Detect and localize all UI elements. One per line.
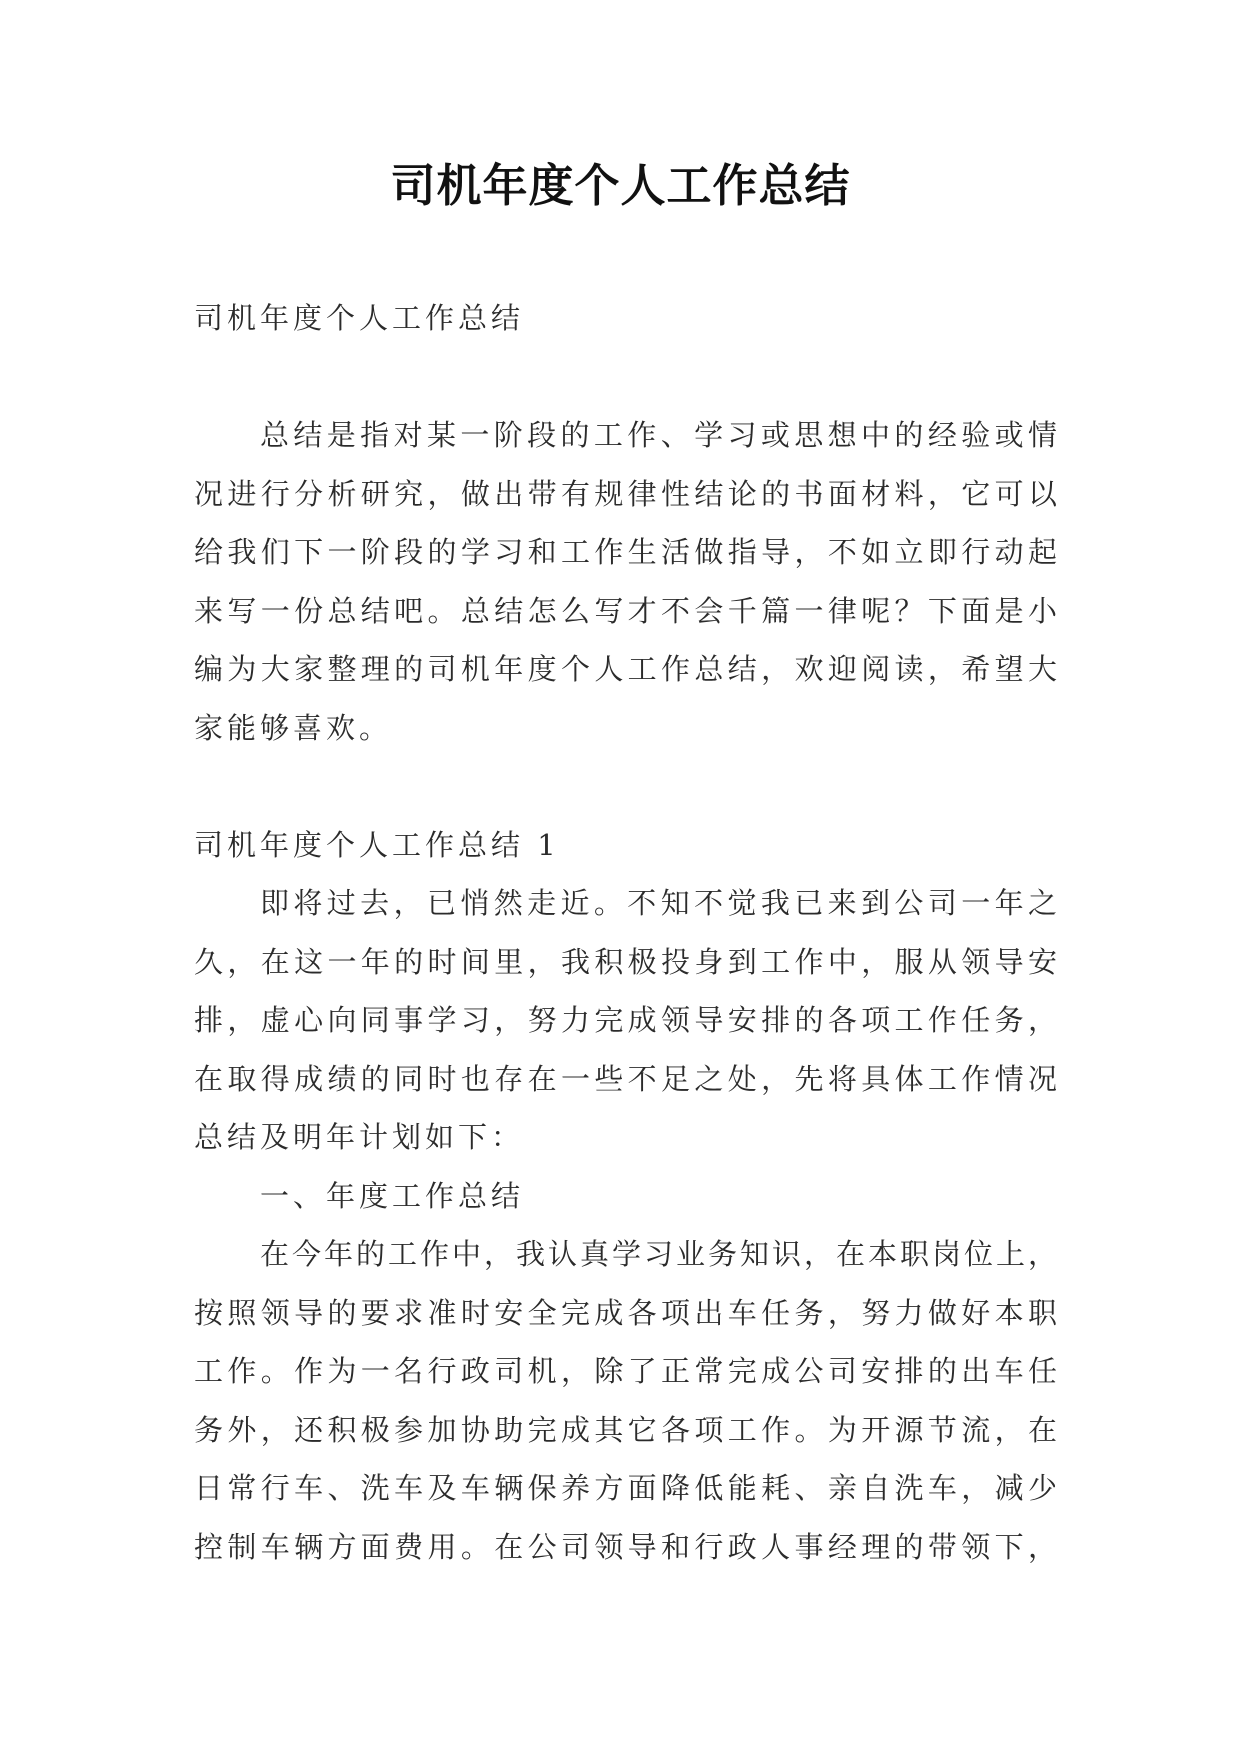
- subsection-paragraph: [194, 1225, 1057, 1576]
- text-line: 在今年的工作中，我认真学习业务知识，在本职岗位上，: [260, 1237, 1057, 1271]
- section-heading: 司机年度个人工作总结 1: [194, 827, 560, 862]
- document-subtitle: 司机年度个人工作总结: [194, 301, 525, 335]
- text-line: 按照领导的要求准时安全完成各项出车任务，努力做好本职: [194, 1295, 1057, 1330]
- text-line: 在取得成绩的同时也存在一些不足之处，先将具体工作情况: [194, 1061, 1057, 1096]
- text-line: 控制车辆方面费用。在公司领导和行政人事经理的带领下，: [194, 1529, 1057, 1564]
- text-line: 工作。作为一名行政司机，除了正常完成公司安排的出车任: [194, 1354, 1057, 1388]
- document-title: 司机年度个人工作总结: [390, 159, 851, 212]
- text-line: 总结是指对某一阶段的工作、学习或思想中的经验或情: [260, 418, 1057, 452]
- text-line: 排，虚心向同事学习，努力完成领导安排的各项工作任务，: [194, 1003, 1057, 1037]
- subsection-heading: 一、年度工作总结: [260, 1178, 525, 1213]
- text-line: 况进行分析研究，做出带有规律性结论的书面材料，它可以: [194, 476, 1057, 511]
- blank-line: [194, 757, 1057, 816]
- text-line: 家能够喜欢。: [194, 710, 393, 745]
- text-line: 即将过去，已悄然走近。不知不觉我已来到公司一年之: [260, 886, 1057, 920]
- text-line: 务外，还积极参加协助完成其它各项工作。为开源节流，在: [194, 1412, 1057, 1447]
- text-line: 日常行车、洗车及车辆保养方面降低能耗、亲自洗车，减少: [194, 1471, 1057, 1505]
- section-paragraph: [194, 874, 1057, 1167]
- text-line: 久，在这一年的时间里，我积极投身到工作中，服从领导安: [194, 944, 1057, 979]
- blank-line: [194, 348, 1057, 407]
- intro-paragraph: [194, 406, 1057, 757]
- text-line: 总结及明年计划如下：: [194, 1120, 525, 1154]
- document-body: [194, 289, 1057, 1576]
- text-line: 来写一份总结吧。总结怎么写才不会千篇一律呢？下面是小: [194, 593, 1057, 628]
- text-line: 给我们下一阶段的学习和工作生活做指导，不如立即行动起: [194, 535, 1057, 569]
- text-line: 编为大家整理的司机年度个人工作总结，欢迎阅读，希望大: [194, 652, 1057, 686]
